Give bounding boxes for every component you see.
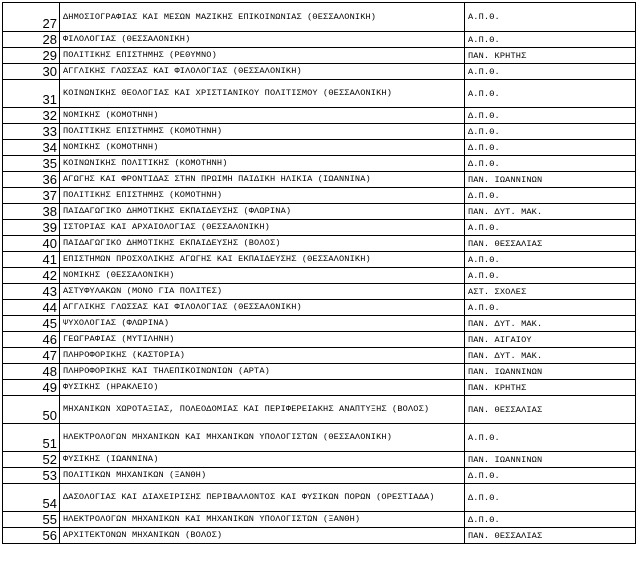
row-number: 42 xyxy=(3,268,60,284)
row-number: 43 xyxy=(3,284,60,300)
department-name: ΦΥΣΙΚΗΣ (ΗΡΑΚΛΕΙΟ) xyxy=(60,380,465,396)
row-number: 31 xyxy=(3,80,60,108)
department-name: ΕΠΙΣΤΗΜΩΝ ΠΡΟΣΧΟΛΙΚΗΣ ΑΓΩΓΗΣ ΚΑΙ ΕΚΠΑΙΔΕΥΣΗΣ (ΘΕΣΣΑΛΟΝΙΚΗ) xyxy=(60,252,465,268)
table-row xyxy=(3,424,636,452)
row-number: 37 xyxy=(3,188,60,204)
table-row xyxy=(3,3,636,32)
department-name: ΜΗΧΑΝΙΚΩΝ ΧΩΡΟΤΑΞΙΑΣ, ΠΟΛΕΟΔΟΜΙΑΣ ΚΑΙ ΠΕΡΙΦΕΡΕΙΑΚΗΣ ΑΝΑΠΤΥΞΗΣ (ΒΟΛΟΣ) xyxy=(60,396,465,424)
university-name: Α.Π.Θ. xyxy=(465,64,636,80)
university-name: ΑΣΤ. ΣΧΟΛΕΣ xyxy=(465,284,636,300)
department-name: ΝΟΜΙΚΗΣ (ΚΟΜΟΤΗΝΗ) xyxy=(60,108,465,124)
department-name: ΝΟΜΙΚΗΣ (ΚΟΜΟΤΗΝΗ) xyxy=(60,140,465,156)
department-name: ΔΗΜΟΣΙΟΓΡΑΦΙΑΣ ΚΑΙ ΜΕΣΩΝ ΜΑΖΙΚΗΣ ΕΠΙΚΟΙΝΩΝΙΑΣ (ΘΕΣΣΑΛΟΝΙΚΗ) xyxy=(60,3,465,32)
university-name: Δ.Π.Θ. xyxy=(465,124,636,140)
table-row xyxy=(3,484,636,512)
university-name: Α.Π.Θ. xyxy=(465,220,636,236)
department-name: ΠΟΛΙΤΙΚΗΣ ΕΠΙΣΤΗΜΗΣ (ΚΟΜΟΤΗΝΗ) xyxy=(60,188,465,204)
department-name: ΑΡΧΙΤΕΚΤΟΝΩΝ ΜΗΧΑΝΙΚΩΝ (ΒΟΛΟΣ) xyxy=(60,528,465,544)
row-number: 55 xyxy=(3,512,60,528)
row-number: 44 xyxy=(3,300,60,316)
university-name: Δ.Π.Θ. xyxy=(465,140,636,156)
department-name: ΗΛΕΚΤΡΟΛΟΓΩΝ ΜΗΧΑΝΙΚΩΝ ΚΑΙ ΜΗΧΑΝΙΚΩΝ ΥΠΟΛΟΓΙΣΤΩΝ (ΘΕΣΣΑΛΟΝΙΚΗ) xyxy=(60,424,465,452)
table-row xyxy=(3,268,636,284)
row-number: 38 xyxy=(3,204,60,220)
university-name: Α.Π.Θ. xyxy=(465,252,636,268)
row-number: 32 xyxy=(3,108,60,124)
row-number: 27 xyxy=(3,3,60,32)
department-name: ΝΟΜΙΚΗΣ (ΘΕΣΣΑΛΟΝΙΚΗ) xyxy=(60,268,465,284)
table-row xyxy=(3,332,636,348)
university-name: Δ.Π.Θ. xyxy=(465,108,636,124)
department-name: ΠΟΛΙΤΙΚΗΣ ΕΠΙΣΤΗΜΗΣ (ΡΕΘΥΜΝΟ) xyxy=(60,48,465,64)
university-name: Α.Π.Θ. xyxy=(465,268,636,284)
university-name: Α.Π.Θ. xyxy=(465,80,636,108)
table-row xyxy=(3,528,636,544)
department-name: ΠΛΗΡΟΦΟΡΙΚΗΣ (ΚΑΣΤΟΡΙΑ) xyxy=(60,348,465,364)
table-row xyxy=(3,80,636,108)
row-number: 50 xyxy=(3,396,60,424)
row-number: 49 xyxy=(3,380,60,396)
table-row xyxy=(3,380,636,396)
university-name: Δ.Π.Θ. xyxy=(465,512,636,528)
table-row xyxy=(3,124,636,140)
row-number: 28 xyxy=(3,32,60,48)
university-name: ΠΑΝ. ΙΩΑΝΝΙΝΩΝ xyxy=(465,364,636,380)
table-row xyxy=(3,64,636,80)
department-name: ΠΟΛΙΤΙΚΗΣ ΕΠΙΣΤΗΜΗΣ (ΚΟΜΟΤΗΝΗ) xyxy=(60,124,465,140)
university-name: Δ.Π.Θ. xyxy=(465,468,636,484)
department-name: ΑΓΓΛΙΚΗΣ ΓΛΩΣΣΑΣ ΚΑΙ ΦΙΛΟΛΟΓΙΑΣ (ΘΕΣΣΑΛΟΝΙΚΗ) xyxy=(60,300,465,316)
table-row xyxy=(3,108,636,124)
row-number: 35 xyxy=(3,156,60,172)
university-name: ΠΑΝ. ΘΕΣΣΑΛΙΑΣ xyxy=(465,236,636,252)
university-name: Α.Π.Θ. xyxy=(465,3,636,32)
department-name: ΑΓΓΛΙΚΗΣ ΓΛΩΣΣΑΣ ΚΑΙ ΦΙΛΟΛΟΓΙΑΣ (ΘΕΣΣΑΛΟΝΙΚΗ) xyxy=(60,64,465,80)
row-number: 48 xyxy=(3,364,60,380)
university-name: ΠΑΝ. ΘΕΣΣΑΛΙΑΣ xyxy=(465,396,636,424)
university-name: ΠΑΝ. ΙΩΑΝΝΙΝΩΝ xyxy=(465,452,636,468)
row-number: 46 xyxy=(3,332,60,348)
university-name: Δ.Π.Θ. xyxy=(465,484,636,512)
row-number: 30 xyxy=(3,64,60,80)
university-name: ΠΑΝ. ΚΡΗΤΗΣ xyxy=(465,48,636,64)
table-row xyxy=(3,220,636,236)
row-number: 52 xyxy=(3,452,60,468)
table-row xyxy=(3,252,636,268)
table-row xyxy=(3,468,636,484)
university-name: Δ.Π.Θ. xyxy=(465,188,636,204)
table-row xyxy=(3,284,636,300)
university-name: ΠΑΝ. ΑΙΓΑΙΟΥ xyxy=(465,332,636,348)
university-name: Α.Π.Θ. xyxy=(465,424,636,452)
department-name: ΦΥΣΙΚΗΣ (ΙΩΑΝΝΙΝΑ) xyxy=(60,452,465,468)
department-name: ΗΛΕΚΤΡΟΛΟΓΩΝ ΜΗΧΑΝΙΚΩΝ ΚΑΙ ΜΗΧΑΝΙΚΩΝ ΥΠΟΛΟΓΙΣΤΩΝ (ΞΑΝΘΗ) xyxy=(60,512,465,528)
row-number: 39 xyxy=(3,220,60,236)
table-row xyxy=(3,172,636,188)
row-number: 36 xyxy=(3,172,60,188)
university-name: Δ.Π.Θ. xyxy=(465,156,636,172)
table-row xyxy=(3,48,636,64)
department-name: ΔΑΣΟΛΟΓΙΑΣ ΚΑΙ ΔΙΑΧΕΙΡΙΣΗΣ ΠΕΡΙΒΑΛΛΟΝΤΟΣ ΚΑΙ ΦΥΣΙΚΩΝ ΠΟΡΩΝ (ΟΡΕΣΤΙΑΔΑ) xyxy=(60,484,465,512)
row-number: 53 xyxy=(3,468,60,484)
department-name: ΚΟΙΝΩΝΙΚΗΣ ΘΕΟΛΟΓΙΑΣ ΚΑΙ ΧΡΙΣΤΙΑΝΙΚΟΥ ΠΟΛΙΤΙΣΜΟΥ (ΘΕΣΣΑΛΟΝΙΚΗ) xyxy=(60,80,465,108)
table-row xyxy=(3,300,636,316)
row-number: 33 xyxy=(3,124,60,140)
table-row xyxy=(3,348,636,364)
row-number: 41 xyxy=(3,252,60,268)
department-name: ΑΓΩΓΗΣ ΚΑΙ ΦΡΟΝΤΙΔΑΣ ΣΤΗΝ ΠΡΩΙΜΗ ΠΑΙΔΙΚΗ ΗΛΙΚΙΑ (ΙΩΑΝΝΙΝΑ) xyxy=(60,172,465,188)
table-row xyxy=(3,316,636,332)
table-row xyxy=(3,32,636,48)
row-number: 54 xyxy=(3,484,60,512)
table-row xyxy=(3,396,636,424)
university-name: Α.Π.Θ. xyxy=(465,300,636,316)
departments-table xyxy=(2,2,636,544)
table-row xyxy=(3,512,636,528)
row-number: 29 xyxy=(3,48,60,64)
university-name: ΠΑΝ. ΙΩΑΝΝΙΝΩΝ xyxy=(465,172,636,188)
university-name: Α.Π.Θ. xyxy=(465,32,636,48)
department-name: ΙΣΤΟΡΙΑΣ ΚΑΙ ΑΡΧΑΙΟΛΟΓΙΑΣ (ΘΕΣΣΑΛΟΝΙΚΗ) xyxy=(60,220,465,236)
department-name: ΨΥΧΟΛΟΓΙΑΣ (ΦΛΩΡΙΝΑ) xyxy=(60,316,465,332)
department-name: ΠΛΗΡΟΦΟΡΙΚΗΣ ΚΑΙ ΤΗΛΕΠΙΚΟΙΝΩΝΙΩΝ (ΑΡΤΑ) xyxy=(60,364,465,380)
table-row xyxy=(3,188,636,204)
department-name: ΠΟΛΙΤΙΚΩΝ ΜΗΧΑΝΙΚΩΝ (ΞΑΝΘΗ) xyxy=(60,468,465,484)
row-number: 45 xyxy=(3,316,60,332)
departments-table-body xyxy=(3,3,636,544)
department-name: ΠΑΙΔΑΓΩΓΙΚΟ ΔΗΜΟΤΙΚΗΣ ΕΚΠΑΙΔΕΥΣΗΣ (ΦΛΩΡΙΝΑ) xyxy=(60,204,465,220)
university-name: ΠΑΝ. ΔΥΤ. ΜΑΚ. xyxy=(465,316,636,332)
department-name: ΚΟΙΝΩΝΙΚΗΣ ΠΟΛΙΤΙΚΗΣ (ΚΟΜΟΤΗΝΗ) xyxy=(60,156,465,172)
table-row xyxy=(3,156,636,172)
department-name: ΠΑΙΔΑΓΩΓΙΚΟ ΔΗΜΟΤΙΚΗΣ ΕΚΠΑΙΔΕΥΣΗΣ (ΒΟΛΟΣ) xyxy=(60,236,465,252)
table-row xyxy=(3,204,636,220)
table-row xyxy=(3,364,636,380)
table-row xyxy=(3,236,636,252)
university-name: ΠΑΝ. ΚΡΗΤΗΣ xyxy=(465,380,636,396)
university-name: ΠΑΝ. ΘΕΣΣΑΛΙΑΣ xyxy=(465,528,636,544)
row-number: 51 xyxy=(3,424,60,452)
university-name: ΠΑΝ. ΔΥΤ. ΜΑΚ. xyxy=(465,348,636,364)
row-number: 34 xyxy=(3,140,60,156)
row-number: 56 xyxy=(3,528,60,544)
department-name: ΓΕΩΓΡΑΦΙΑΣ (ΜΥΤΙΛΗΝΗ) xyxy=(60,332,465,348)
department-name: ΑΣΤΥΦΥΛΑΚΩΝ (ΜΟΝΟ ΓΙΑ ΠΟΛΙΤΕΣ) xyxy=(60,284,465,300)
row-number: 47 xyxy=(3,348,60,364)
table-row xyxy=(3,452,636,468)
university-name: ΠΑΝ. ΔΥΤ. ΜΑΚ. xyxy=(465,204,636,220)
department-name: ΦΙΛΟΛΟΓΙΑΣ (ΘΕΣΣΑΛΟΝΙΚΗ) xyxy=(60,32,465,48)
table-row xyxy=(3,140,636,156)
row-number: 40 xyxy=(3,236,60,252)
